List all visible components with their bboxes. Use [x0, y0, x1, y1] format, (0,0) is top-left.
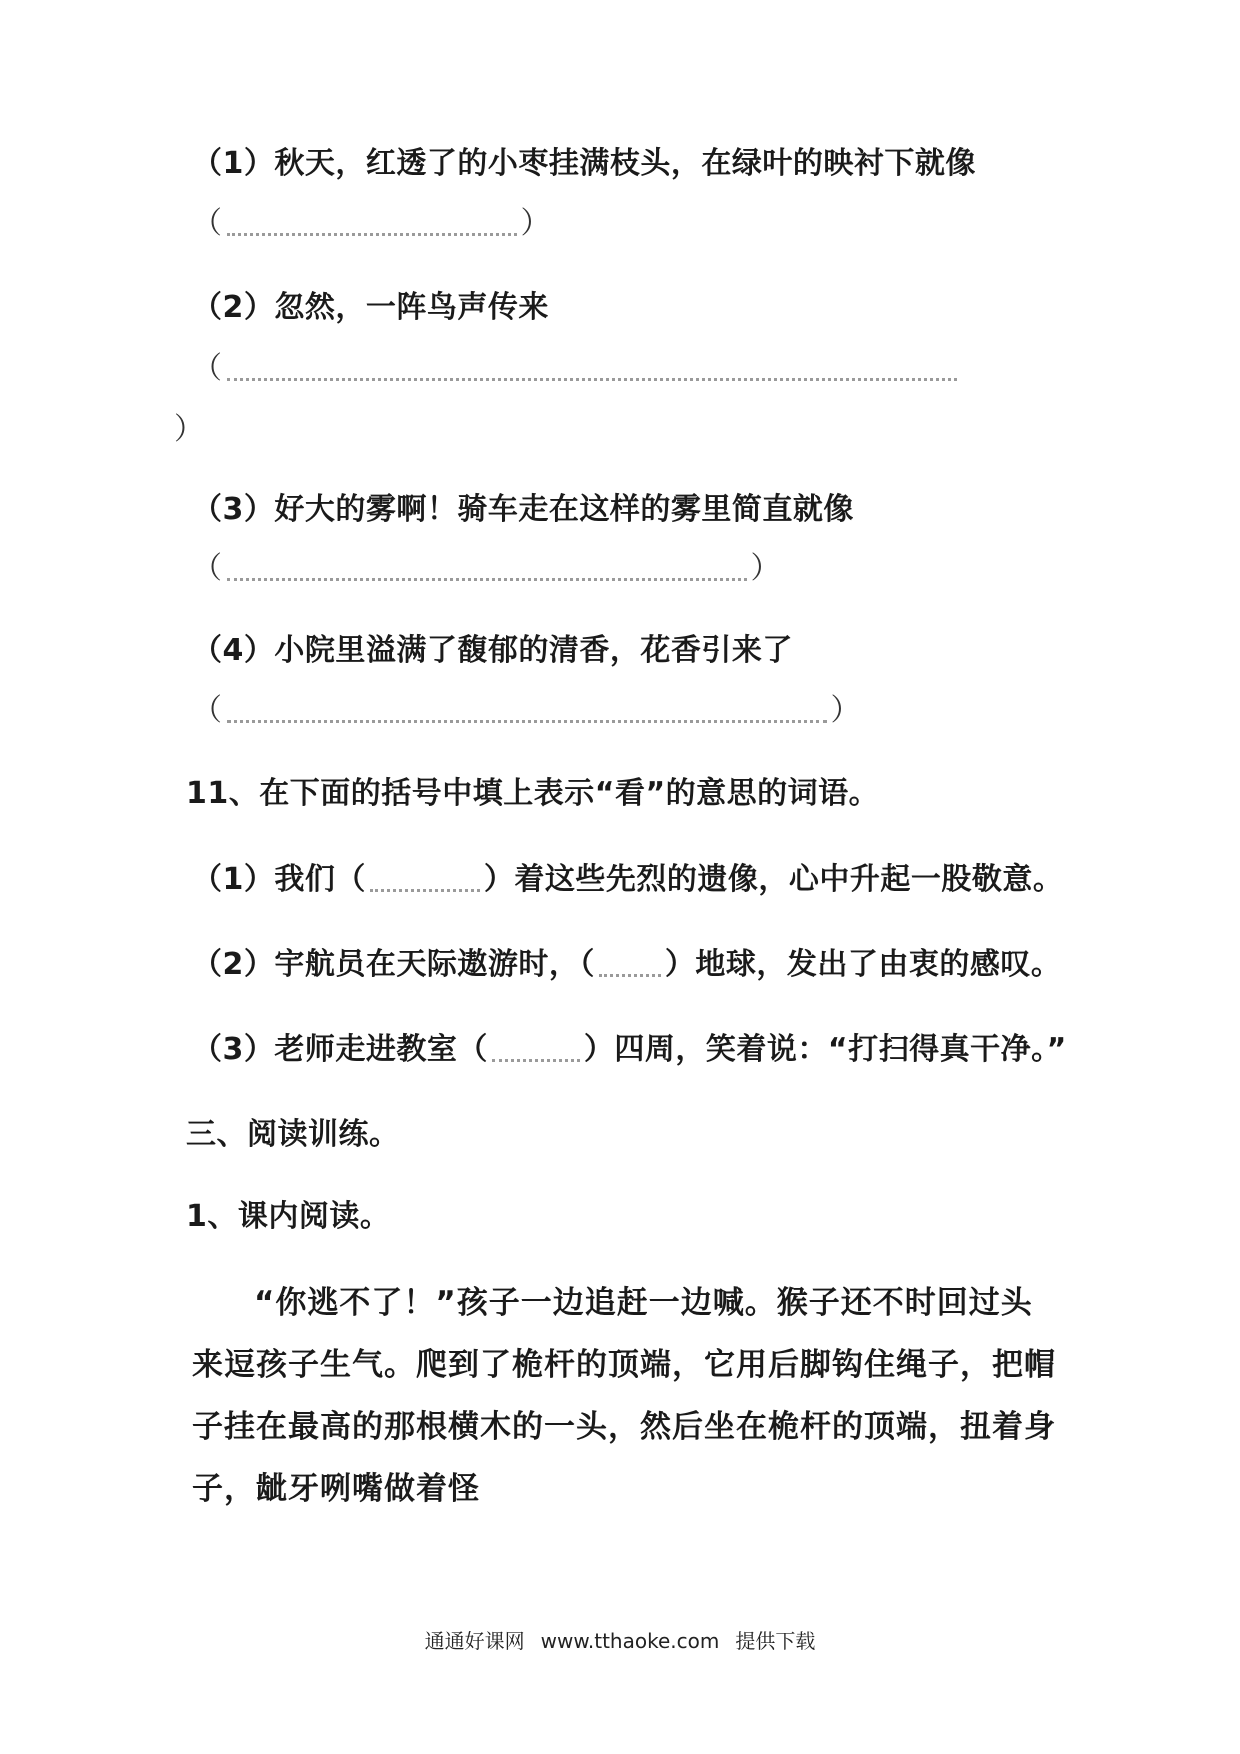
q11-sentence-2 — [192, 945, 1061, 985]
q11-s3-before: （3）老师走进教室（ — [192, 1032, 488, 1067]
page-footer — [0, 1628, 1240, 1654]
q10-item4-prompt: （4）小院里溢满了馥郁的清香，花香引来了 — [192, 633, 793, 668]
reading-passage-text: “你逃不了！”孩子一边追赶一边喊。猴子还不时回过头来逗孩子生气。爬到了桅杆的顶端，它用后脚钩住绳子，把帽子挂在最高的那根横木的一头，然后坐在桅杆的顶端，扭着身子，龇牙咧嘴做着怪 — [192, 1285, 1056, 1507]
answer-dots — [227, 213, 517, 236]
close-paren: ） — [830, 693, 861, 728]
answer-dots — [227, 358, 957, 381]
open-paren: （ — [192, 351, 223, 386]
q10-item2-prompt: （2）忽然，一阵鸟声传来 — [192, 290, 549, 325]
close-paren: ） — [174, 412, 205, 447]
q11-s2-blank[interactable] — [599, 954, 661, 977]
open-paren: （ — [192, 551, 223, 586]
q11-s1-blank[interactable] — [370, 869, 480, 892]
q11-sentence-3 — [192, 1030, 1067, 1070]
close-paren: ） — [520, 206, 551, 241]
q10-item2-answer-close — [174, 410, 205, 450]
close-paren: ） — [750, 551, 781, 586]
q10-item3-prompt: （3）好大的雾啊！骑车走在这样的雾里简直就像 — [192, 492, 854, 527]
q11-sentence-1 — [192, 860, 1063, 900]
q10-item1-answer-blank[interactable] — [192, 204, 551, 244]
q11-s1-before: （1）我们（ — [192, 862, 366, 897]
q11-s3-blank[interactable] — [492, 1039, 580, 1062]
q10-item4-answer-blank[interactable] — [192, 691, 861, 731]
q11-title: 11、在下面的括号中填上表示“看”的意思的词语。 — [186, 776, 880, 811]
answer-dots — [227, 700, 827, 723]
section3-title: 三、阅读训练。 — [186, 1117, 400, 1152]
answer-dots — [227, 558, 747, 581]
q10-item2-answer-blank[interactable] — [192, 349, 961, 389]
footer-url[interactable]: www.tthaoke.com — [540, 1629, 720, 1653]
q11-s1-after: ）着这些先烈的遗像，心中升起一股敬意。 — [483, 862, 1064, 897]
reading-passage — [192, 1272, 1062, 1520]
q10-item3-answer-blank[interactable] — [192, 549, 781, 589]
footer-site-name: 通通好课网 — [424, 1629, 525, 1653]
open-paren: （ — [192, 206, 223, 241]
q11-s3-after: ）四周，笑着说：“打扫得真干净。” — [583, 1032, 1067, 1067]
section3-sub1: 1、课内阅读。 — [186, 1199, 391, 1234]
q10-item1-prompt: （1）秋天，红透了的小枣挂满枝头，在绿叶的映衬下就像 — [192, 146, 976, 181]
q11-s2-before: （2）宇航员在天际遨游时，（ — [192, 947, 595, 982]
footer-suffix: 提供下载 — [735, 1629, 816, 1653]
q11-s2-after: ）地球，发出了由衷的感叹。 — [664, 947, 1062, 982]
open-paren: （ — [192, 693, 223, 728]
